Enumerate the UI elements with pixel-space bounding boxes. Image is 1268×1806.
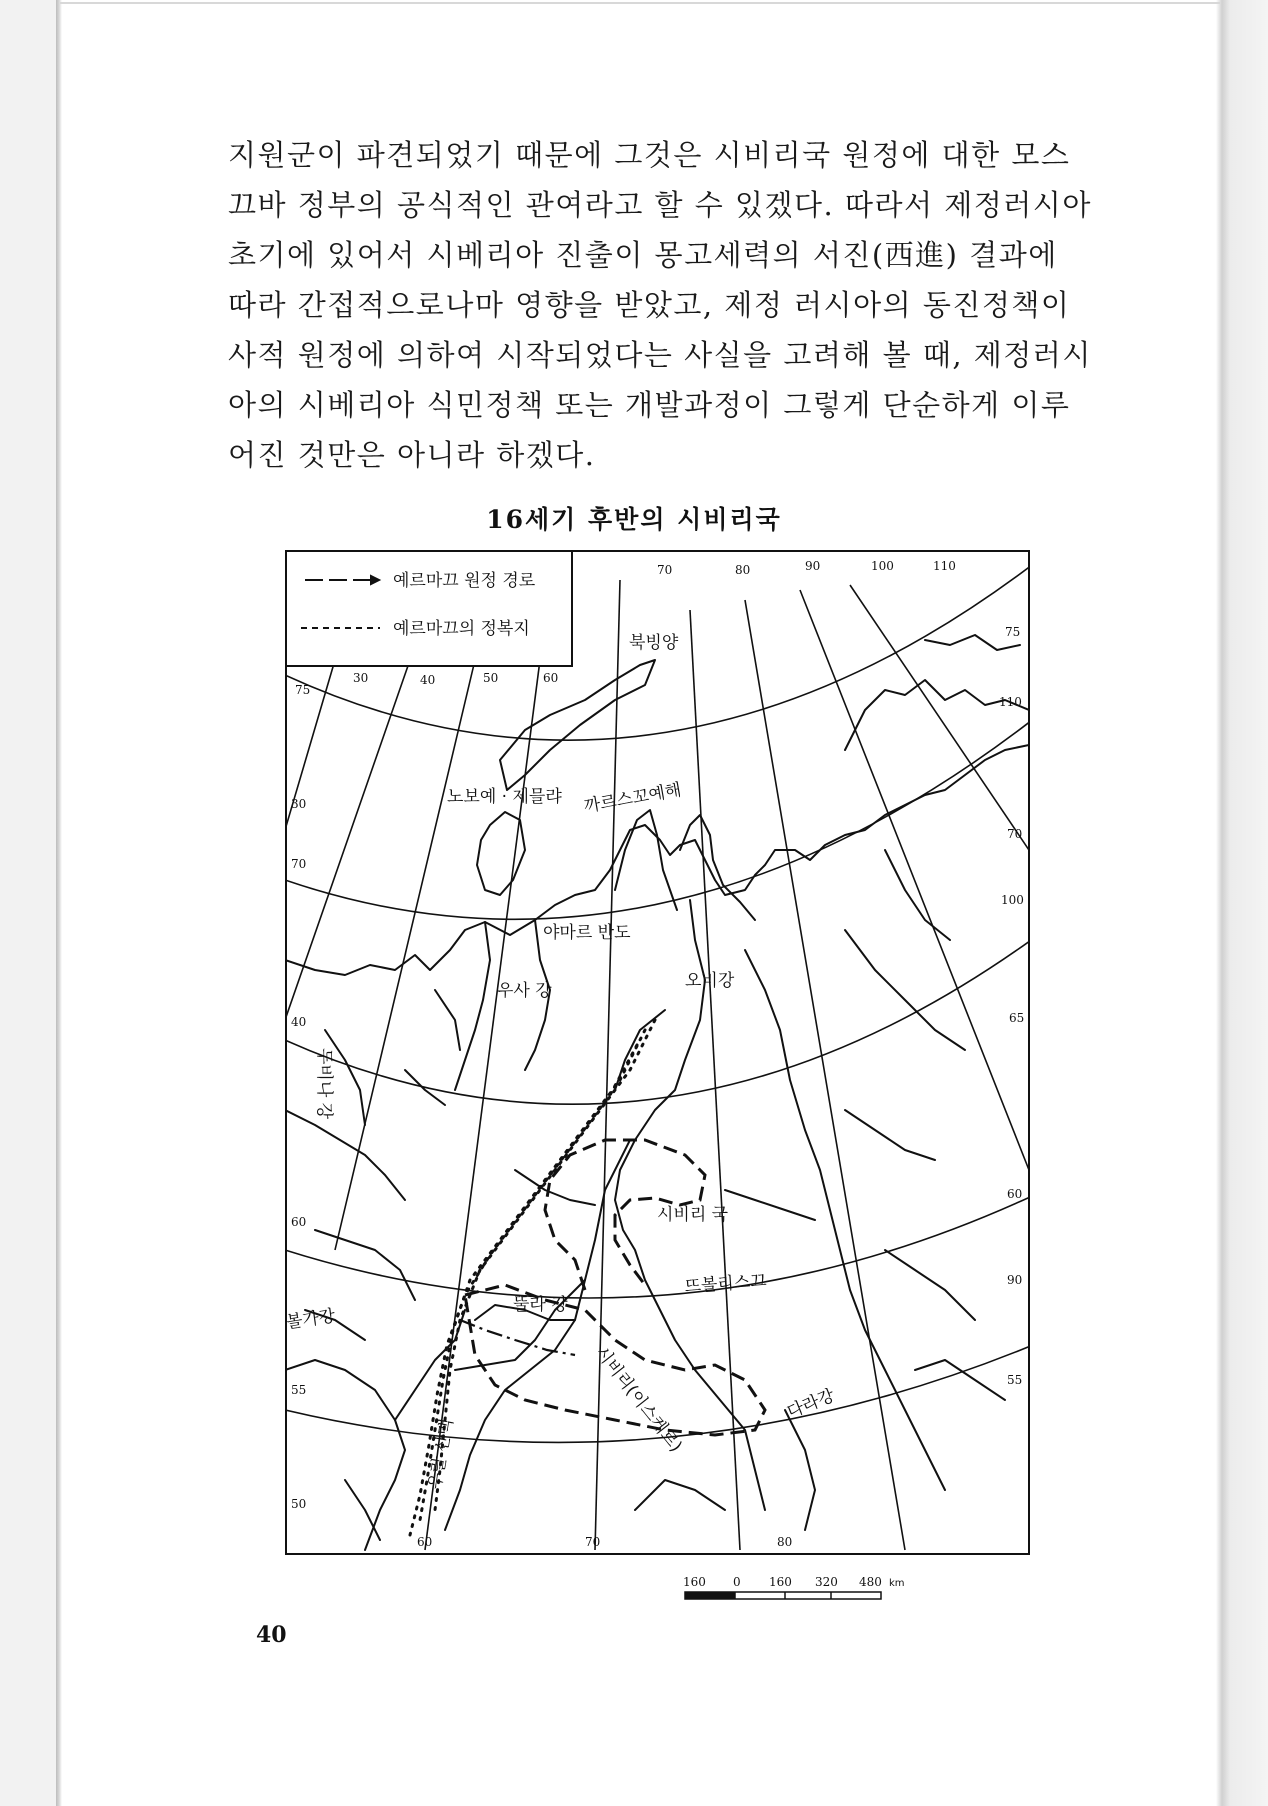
longitude-label: 110 bbox=[933, 559, 956, 573]
page-top-edge bbox=[60, 2, 1220, 4]
place-usa-river: 우사 강 bbox=[497, 981, 552, 1001]
scale-tick: 0 bbox=[733, 1575, 741, 1589]
longitude-label: 30 bbox=[291, 797, 307, 811]
page-right-edge bbox=[1216, 0, 1268, 1806]
longitude-label: 70 bbox=[585, 1535, 601, 1549]
longitude-label: 90 bbox=[1007, 1273, 1023, 1287]
latitude-label: 75 bbox=[1005, 625, 1021, 639]
longitude-label: 60 bbox=[417, 1535, 433, 1549]
longitude-label: 100 bbox=[1001, 893, 1024, 907]
place-yamal: 야마르 반도 bbox=[543, 923, 631, 943]
scale-unit: km bbox=[889, 1578, 905, 1589]
body-line: 사적 원정에 의하여 시작되었다는 사실을 고려해 볼 때, 제정러시 bbox=[228, 338, 1092, 372]
longitude-label: 30 bbox=[353, 671, 369, 685]
longitude-label: 80 bbox=[735, 563, 751, 577]
body-line: 어진 것만은 아니라 하겠다. bbox=[228, 438, 596, 472]
scale-tick: 480 bbox=[859, 1575, 882, 1589]
map-frame bbox=[286, 551, 1029, 1554]
map-title: 16세기 후반의 시비리국 bbox=[486, 505, 782, 534]
longitude-label: 80 bbox=[777, 1535, 793, 1549]
place-kara-sea: 까르스꼬예해 bbox=[582, 780, 683, 817]
longitude-label: 40 bbox=[291, 1015, 307, 1029]
longitude-label: 70 bbox=[657, 563, 673, 577]
latitude-label: 60 bbox=[291, 1215, 307, 1229]
map-svg bbox=[285, 550, 1031, 1604]
place-tura-river: 뚤라 강 bbox=[513, 1295, 568, 1315]
body-line: 따라 간접적으로나마 영향을 받았고, 제정 러시아의 동진정책이 bbox=[228, 288, 1071, 322]
body-line: 아의 시베리아 식민정책 또는 개발과정이 그렇게 단순하게 이루 bbox=[228, 388, 1071, 422]
latitude-label: 55 bbox=[291, 1383, 307, 1397]
page-left-edge bbox=[0, 0, 62, 1806]
place-arctic-ocean: 북빙양 bbox=[629, 633, 679, 653]
place-sibir-khanate: 시비리 국 bbox=[657, 1205, 729, 1225]
legend-route-label: 예르마끄 원정 경로 bbox=[393, 571, 536, 591]
scale-bar bbox=[683, 1575, 905, 1599]
scale-tick: 160 bbox=[769, 1575, 792, 1589]
scale-tick: 320 bbox=[815, 1575, 838, 1589]
latitude-label: 70 bbox=[291, 857, 307, 871]
latitude-label: 55 bbox=[1007, 1373, 1023, 1387]
place-tobolsk: 뜨볼리스끄 bbox=[683, 1271, 768, 1297]
place-ob-river: 오비강 bbox=[685, 971, 735, 991]
place-dvina-river: 두비나 강 bbox=[314, 1048, 334, 1120]
body-line: 끄바 정부의 공식적인 관여라고 할 수 있겠다. 따라서 제정러시아 bbox=[228, 188, 1092, 222]
place-sibir-isker: 시비리(이스케르) bbox=[591, 1342, 686, 1457]
map-legend bbox=[286, 551, 572, 666]
longitude-label: 110 bbox=[999, 695, 1022, 709]
body-paragraph bbox=[228, 130, 1103, 480]
body-line: 초기에 있어서 시베리아 진출이 몽고세력의 서진(西進) 결과에 bbox=[228, 238, 1058, 272]
body-line: 지원군이 파견되었기 때문에 그것은 시비리국 원정에 대한 모스 bbox=[228, 138, 1071, 172]
longitude-label: 50 bbox=[291, 1497, 307, 1511]
latitude-label: 65 bbox=[1009, 1011, 1025, 1025]
page-number: 40 bbox=[256, 1622, 287, 1648]
longitude-label: 60 bbox=[543, 671, 559, 685]
longitude-label: 100 bbox=[871, 559, 894, 573]
latitude-label: 60 bbox=[1007, 1187, 1023, 1201]
legend-conquest-label: 예르마끄의 정복지 bbox=[393, 619, 530, 639]
latitude-label: 70 bbox=[1007, 827, 1023, 841]
longitude-label: 50 bbox=[483, 671, 499, 685]
longitude-label: 40 bbox=[420, 673, 436, 687]
place-novaya-zemlya: 노보예 · 제믈랴 bbox=[447, 787, 562, 807]
scale-tick: 160 bbox=[683, 1575, 706, 1589]
longitude-label: 90 bbox=[805, 559, 821, 573]
map-figure bbox=[285, 550, 1031, 1604]
latitude-label: 75 bbox=[295, 683, 311, 697]
place-ural-mountains: 우랄 산맥 bbox=[425, 1417, 458, 1491]
place-tara-river: 다라강 bbox=[784, 1385, 838, 1423]
place-volga-river: 볼가강 bbox=[285, 1306, 337, 1333]
